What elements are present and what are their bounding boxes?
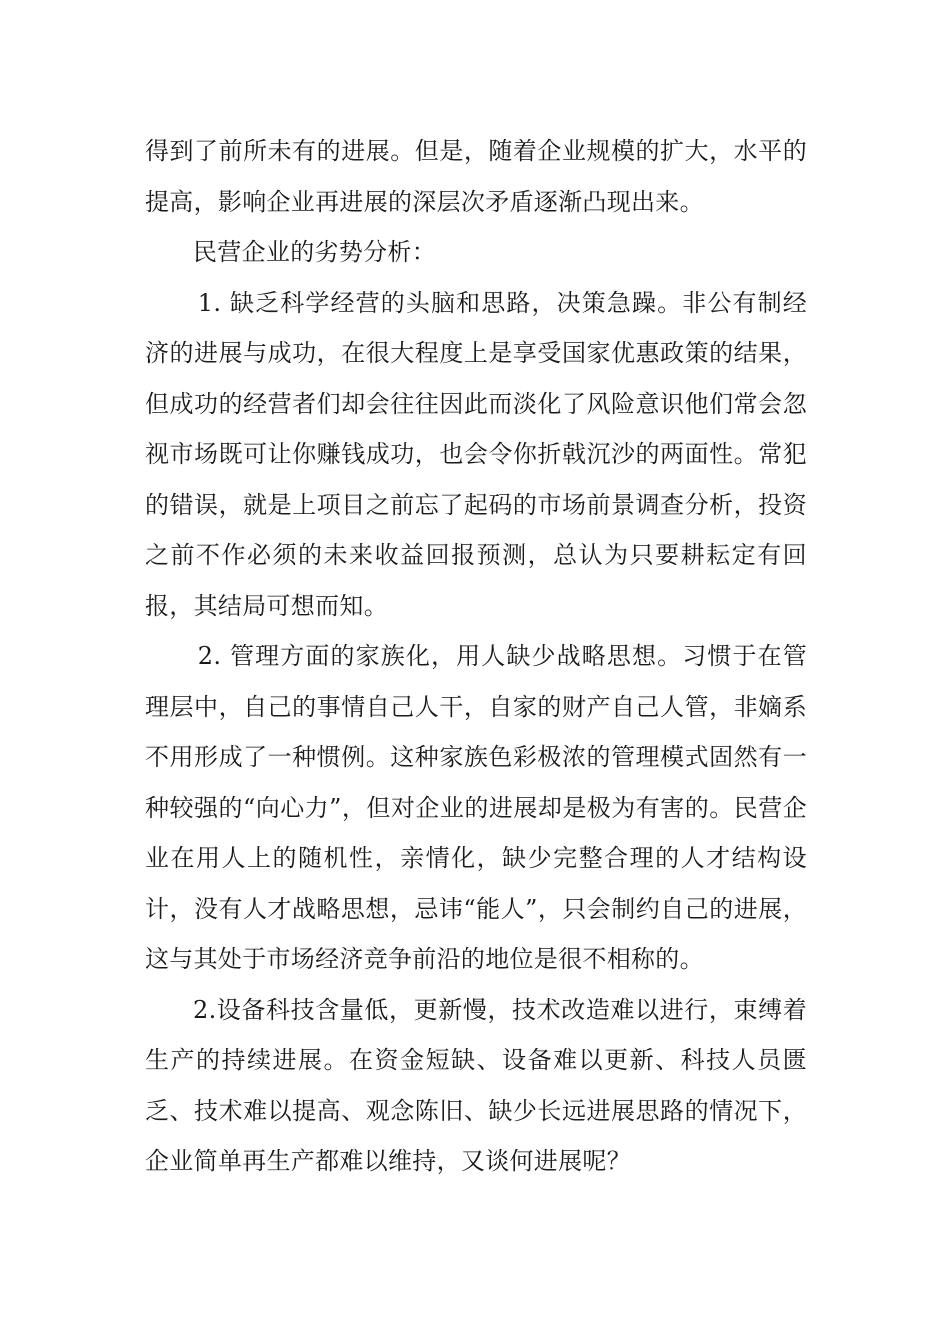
paragraph-point-1: 1. 缺乏科学经营的头脑和思路，决策急躁。非公有制经济的进展与成功，在很大程度上是享受国家优惠政策的结果，但成功的经营者们却会往往因此而淡化了风险意识他们常会忽视市场既可让你赚钱成功，也会令你折戟沉沙的两面性。常犯的错误，就是上项目之前忘了起码的市场前景调查分析，投资之前不作必须的未来收益回报预测，总认为只要耕耘定有回报，其结局可想而知。 [145,288,807,620]
paragraph-point-2-equipment: 2.设备科技含量低，更新慢，技术改造难以进行，束缚着生产的持续进展。在资金短缺、设备难以更新、科技人员匮乏、技术难以提高、观念陈旧、缺少长远进展思路的情况下，企业简单再生产都难以维持，又谈何进展呢？ [145,995,807,1175]
body-text [145,126,807,1187]
paragraph-continuation: 得到了前所未有的进展。但是，随着企业规模的扩大，水平的提高，影响企业再进展的深层次矛盾逐渐凸现出来。 [145,137,807,216]
paragraph-heading-weakness-analysis: 民营企业的劣势分析： [193,238,436,266]
paragraph-point-2-management: 2. 管理方面的家族化，用人缺少战略思想。习惯于在管理层中，自己的事情自己人干，自家的财产自己人管，非嫡系不用形成了一种惯例。这种家族色彩极浓的管理模式固然有一种较强的“向心力”，但对企业的进展却是极为有害的。民营企业在用人上的随机性，亲情化，缺少完整合理的人才结构设计，没有人才战略思想，忌讳“能人”，只会制约自己的进展，这与其处于市场经济竞争前沿的地位是很不相称的。 [145,642,807,973]
